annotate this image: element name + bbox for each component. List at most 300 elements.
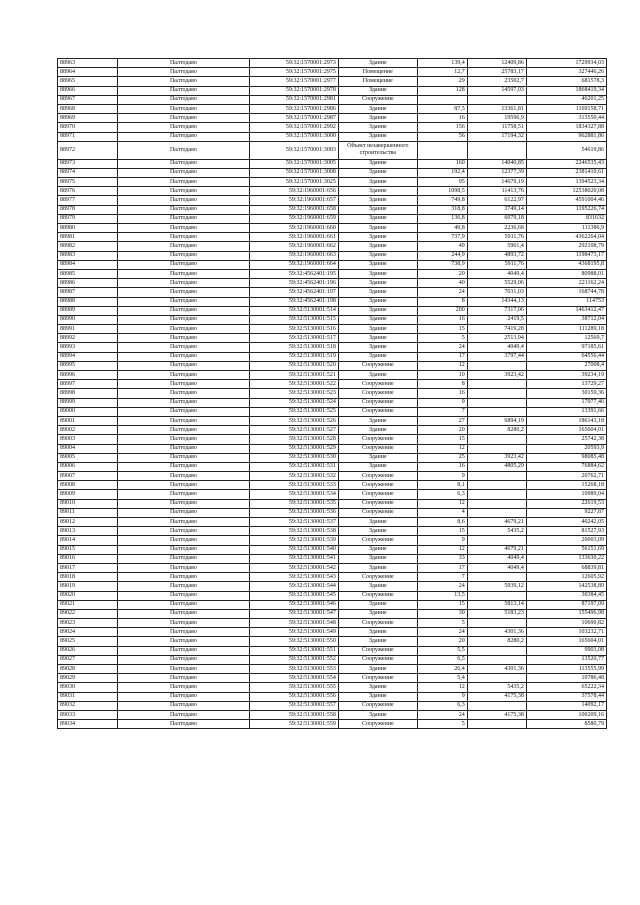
table-row [58,86,607,95]
row-number-cell: 88989 [58,306,118,315]
row-number-cell: 88988 [58,297,118,306]
cadastral-number-cell: 59:32:1960001:663 [249,251,338,260]
unit-value-cell [467,720,526,729]
area-cell: 200 [417,306,467,315]
cadastral-number-cell: 59:32:1960001:660 [249,224,338,233]
object-type-cell: Здание [338,628,417,637]
municipality-cell: Палтодаво [118,518,249,527]
area-cell: 7 [417,573,467,582]
cadastral-number-cell: 59:32:5130001:541 [249,554,338,563]
municipality-cell: Палтодаво [118,508,249,517]
row-number-cell: 89014 [58,536,118,545]
row-number-cell: 89031 [58,692,118,701]
cadastral-value-cell: 37578,44 [526,692,606,701]
area-cell: 7 [417,407,467,416]
object-type-cell: Здание [338,205,417,214]
row-number-cell: 89028 [58,665,118,674]
table-row [58,710,607,719]
cadastral-value-cell: 962881,86 [526,132,606,141]
municipality-cell: Палтодаво [118,389,249,398]
row-number-cell: 88973 [58,159,118,168]
cadastral-number-cell: 59:32:1960001:658 [249,205,338,214]
object-type-cell: Сооружение [338,407,417,416]
area-cell: 6,5 [417,655,467,664]
area-cell: 8 [417,297,467,306]
cadastral-value-cell: 56151,69 [526,545,606,554]
row-number-cell: 88970 [58,123,118,132]
unit-value-cell [467,499,526,508]
object-type-cell: Сооружение [338,701,417,710]
unit-value-cell: 5911,76 [467,233,526,242]
cadastral-number-cell: 59:32:5130001:522 [249,380,338,389]
object-type-cell: Здание [338,269,417,278]
cadastral-number-cell: 59:32:5130001:523 [249,389,338,398]
cadastral-value-cell: 4368195,8 [526,260,606,269]
object-type-cell: Здание [338,554,417,563]
cadastral-number-cell: 59:32:5130001:557 [249,701,338,710]
row-number-cell: 88994 [58,352,118,361]
row-number-cell: 89033 [58,710,118,719]
row-number-cell: 88964 [58,68,118,77]
cadastral-number-cell: 59:32:5130001:539 [249,536,338,545]
municipality-cell: Палтодаво [118,260,249,269]
table-row [58,637,607,646]
cadastral-number-cell: 59:32:5130001:545 [249,591,338,600]
cadastral-value-cell: 30159,36 [526,389,606,398]
unit-value-cell: 3923,42 [467,453,526,462]
cadastral-number-cell: 59:32:5130001:540 [249,545,338,554]
cadastral-value-cell: 12605,92 [526,573,606,582]
municipality-cell: Палтодаво [118,159,249,168]
table-row [58,205,607,214]
cadastral-value-cell: 1729934,03 [526,59,606,68]
object-type-cell: Помещение [338,68,417,77]
table-row [58,214,607,223]
area-cell: 16 [417,389,467,398]
row-number-cell: 89027 [58,655,118,664]
cadastral-value-cell: 4591004,46 [526,196,606,205]
table-row [58,59,607,68]
area-cell: 15 [417,435,467,444]
table-row [58,123,607,132]
municipality-cell: Палтодаво [118,563,249,572]
unit-value-cell: 8280,2 [467,637,526,646]
table-row [58,720,607,729]
object-type-cell: Сооружение [338,361,417,370]
object-type-cell: Здание [338,251,417,260]
cadastral-value-cell: 831632 [526,214,606,223]
cadastral-number-cell: 59:32:5130001:514 [249,306,338,315]
object-type-cell: Сооружение [338,389,417,398]
cadastral-number-cell: 59:32:5130001:544 [249,582,338,591]
municipality-cell: Палтодаво [118,269,249,278]
unit-value-cell: 5961,4 [467,242,526,251]
object-type-cell: Здание [338,637,417,646]
area-cell: 6,3 [417,701,467,710]
area-cell: 9 [417,692,467,701]
object-type-cell: Здание [338,600,417,609]
municipality-cell: Палтодаво [118,187,249,196]
object-type-cell: Здание [338,86,417,95]
municipality-cell: Палтодаво [118,646,249,655]
cadastral-number-cell: 59:32:5130001:537 [249,518,338,527]
row-number-cell: 89015 [58,545,118,554]
unit-value-cell: 4301,36 [467,665,526,674]
area-cell: 24 [417,288,467,297]
municipality-cell: Палтодаво [118,104,249,113]
municipality-cell: Палтодаво [118,214,249,223]
table-row [58,132,607,141]
unit-value-cell: 23502,7 [467,77,526,86]
object-type-cell: Здание [338,315,417,324]
area-cell: 9 [417,536,467,545]
cadastral-value-cell: 13520,77 [526,655,606,664]
unit-value-cell: 4893,72 [467,251,526,260]
municipality-cell: Палтодаво [118,306,249,315]
municipality-cell: Палтодаво [118,178,249,187]
unit-value-cell [467,444,526,453]
municipality-cell: Палтодаво [118,233,249,242]
cadastral-value-cell: 155496,98 [526,609,606,618]
row-number-cell: 88977 [58,196,118,205]
cadastral-value-cell: 25742,38 [526,435,606,444]
unit-value-cell: 5911,76 [467,260,526,269]
object-type-cell: Здание [338,692,417,701]
row-number-cell: 88995 [58,361,118,370]
row-number-cell: 88993 [58,343,118,352]
table-row [58,168,607,177]
cadastral-number-cell: 59:32:5130001:547 [249,609,338,618]
unit-value-cell: 14597,03 [467,86,526,95]
area-cell: 20 [417,426,467,435]
table-row [58,288,607,297]
row-number-cell: 88999 [58,398,118,407]
unit-value-cell [467,655,526,664]
area-cell: 20 [417,637,467,646]
object-type-cell: Сооружение [338,490,417,499]
cadastral-value-cell: 114753 [526,297,606,306]
object-type-cell: Сооружение [338,674,417,683]
object-type-cell: Здание [338,343,417,352]
row-number-cell: 88967 [58,95,118,104]
cadastral-value-cell: 81527,93 [526,527,606,536]
object-type-cell: Здание [338,582,417,591]
area-cell: 49 [417,242,467,251]
object-type-cell: Сооружение [338,499,417,508]
cadastral-value-cell: 65222,34 [526,683,606,692]
municipality-cell: Палтодаво [118,490,249,499]
row-number-cell: 89012 [58,518,118,527]
cadastral-number-cell: 59:32:5130001:553 [249,665,338,674]
table-row [58,306,607,315]
table-row [58,609,607,618]
unit-value-cell [467,389,526,398]
table-row [58,141,607,159]
cadastral-number-cell: 59:32:5130001:534 [249,490,338,499]
municipality-cell: Палтодаво [118,325,249,334]
row-number-cell: 88966 [58,86,118,95]
area-cell: 136,8 [417,214,467,223]
cadastral-number-cell: 59:32:1570001:3003 [249,141,338,159]
object-type-cell: Здание [338,563,417,572]
area-cell: 12,7 [417,68,467,77]
area-cell: 16 [417,114,467,123]
municipality-cell: Палтодаво [118,628,249,637]
area-cell: 9 [417,398,467,407]
area-cell: 139,4 [417,59,467,68]
cadastral-value-cell: 13729,27 [526,380,606,389]
cadastral-number-cell: 59:32:1570001:2987 [249,114,338,123]
cadastral-value-cell: 168744,78 [526,288,606,297]
object-type-cell: Сооружение [338,508,417,517]
municipality-cell: Палтодаво [118,59,249,68]
table-row [58,269,607,278]
area-cell: 5,5 [417,646,467,655]
row-number-cell: 89026 [58,646,118,655]
unit-value-cell [467,380,526,389]
object-type-cell: Сооружение [338,435,417,444]
area-cell: 738,9 [417,260,467,269]
area-cell: 12 [417,444,467,453]
unit-value-cell: 14040,85 [467,159,526,168]
cadastral-number-cell: 59:32:4562401:196 [249,279,338,288]
area-cell: 10 [417,371,467,380]
table-row [58,435,607,444]
municipality-cell: Палтодаво [118,701,249,710]
municipality-cell: Палтодаво [118,141,249,159]
row-number-cell: 88990 [58,315,118,324]
table-row [58,260,607,269]
cadastral-number-cell: 59:32:4562401:195 [249,269,338,278]
table-row [58,508,607,517]
cadastral-value-cell: 2246535,43 [526,159,606,168]
cadastral-number-cell: 59:32:5130001:538 [249,527,338,536]
table-row [58,554,607,563]
cadastral-value-cell: 40242,05 [526,518,606,527]
area-cell: 24 [417,710,467,719]
area-cell: 12 [417,499,467,508]
cadastral-value-cell: 30384,45 [526,591,606,600]
row-number-cell: 88968 [58,104,118,113]
cadastral-number-cell: 59:32:5130001:515 [249,315,338,324]
object-type-cell: Здание [338,196,417,205]
municipality-cell: Палтодаво [118,123,249,132]
cadastral-value-cell: 80988,01 [526,269,606,278]
table-row [58,407,607,416]
cadastral-value-cell: 20762,71 [526,472,606,481]
area-cell: 128 [417,86,467,95]
cadastral-number-cell: 59:32:5130001:552 [249,655,338,664]
cadastral-number-cell: 59:32:5130001:524 [249,398,338,407]
unit-value-cell: 4049,4 [467,554,526,563]
municipality-cell: Палтодаво [118,600,249,609]
cadastral-number-cell: 59:32:5130001:520 [249,361,338,370]
unit-value-cell: 14679,19 [467,178,526,187]
area-cell: 749,8 [417,196,467,205]
area-cell: 8,1 [417,481,467,490]
row-number-cell: 88998 [58,389,118,398]
area-cell: 40 [417,279,467,288]
row-number-cell: 89025 [58,637,118,646]
table-row [58,159,607,168]
area-cell: 5 [417,334,467,343]
area-cell: 49,8 [417,224,467,233]
municipality-cell: Палтодаво [118,371,249,380]
table-row [58,472,607,481]
table-row [58,343,607,352]
municipality-cell: Палтодаво [118,573,249,582]
municipality-cell: Палтодаво [118,86,249,95]
cadastral-value-cell: 103232,71 [526,628,606,637]
area-cell: 12 [417,361,467,370]
municipality-cell: Палтодаво [118,674,249,683]
municipality-cell: Палтодаво [118,554,249,563]
unit-value-cell: 7031,03 [467,288,526,297]
row-number-cell: 88985 [58,269,118,278]
municipality-cell: Палтодаво [118,68,249,77]
unit-value-cell [467,95,526,104]
cadastral-number-cell: 59:32:1570001:3008 [249,168,338,177]
object-type-cell: Здание [338,416,417,425]
unit-value-cell [467,407,526,416]
area-cell: 15 [417,600,467,609]
row-number-cell: 89004 [58,444,118,453]
table-row [58,77,607,86]
row-number-cell: 88996 [58,371,118,380]
area-cell: 13,5 [417,591,467,600]
object-type-cell: Сооружение [338,573,417,582]
municipality-cell: Палтодаво [118,343,249,352]
row-number-cell: 89022 [58,609,118,618]
object-type-cell: Сооружение [338,619,417,628]
cadastral-value-cell: 22619,53 [526,499,606,508]
municipality-cell: Палтодаво [118,720,249,729]
table-row [58,251,607,260]
municipality-cell: Палтодаво [118,361,249,370]
table-row [58,536,607,545]
area-cell [417,141,467,159]
municipality-cell: Палтодаво [118,224,249,233]
cadastral-number-cell: 59:32:1570001:2973 [249,59,338,68]
unit-value-cell: 11413,76 [467,187,526,196]
table-row [58,628,607,637]
cadastral-number-cell: 59:32:5130001:518 [249,343,338,352]
cadastral-value-cell: 9903,08 [526,646,606,655]
cadastral-value-cell: 10989,04 [526,490,606,499]
row-number-cell: 88971 [58,132,118,141]
cadastral-value-cell: 1463412,47 [526,306,606,315]
area-cell: 17 [417,563,467,572]
row-number-cell: 89032 [58,701,118,710]
area-cell: 95 [417,178,467,187]
area-cell: 15 [417,527,467,536]
table-row [58,398,607,407]
cadastral-number-cell: 59:32:5130001:546 [249,600,338,609]
cadastral-number-cell: 59:32:1570001:3000 [249,132,338,141]
row-number-cell: 89006 [58,462,118,471]
object-type-cell: Сооружение [338,646,417,655]
cadastral-number-cell: 59:32:5130001:521 [249,371,338,380]
municipality-cell: Палтодаво [118,334,249,343]
object-type-cell: Сооружение [338,398,417,407]
object-type-cell: Сооружение [338,444,417,453]
cadastral-number-cell: 59:32:5130001:526 [249,416,338,425]
cadastral-value-cell: 111289,18 [526,325,606,334]
cadastral-value-cell: 2381410,61 [526,168,606,177]
object-type-cell: Сооружение [338,536,417,545]
object-type-cell: Сооружение [338,720,417,729]
object-type-cell: Здание [338,527,417,536]
cadastral-number-cell: 59:32:5130001:550 [249,637,338,646]
table-row [58,334,607,343]
unit-value-cell [467,701,526,710]
object-type-cell: Объект незавершенного строительства [338,141,417,159]
table-row [58,692,607,701]
unit-value-cell: 6894,19 [467,416,526,425]
municipality-cell: Палтодаво [118,242,249,251]
unit-value-cell: 4301,36 [467,628,526,637]
cadastral-value-cell: 1198473,17 [526,251,606,260]
cadastral-value-cell: 4362264,04 [526,233,606,242]
cadastral-value-cell: 1868419,34 [526,86,606,95]
cadastral-number-cell: 59:32:5130001:535 [249,499,338,508]
unit-value-cell: 4679,21 [467,518,526,527]
municipality-cell: Палтодаво [118,692,249,701]
object-type-cell: Здание [338,710,417,719]
municipality-cell: Палтодаво [118,710,249,719]
object-type-cell: Здание [338,426,417,435]
cadastral-value-cell: 292108,79 [526,242,606,251]
cadastral-number-cell: 59:32:1960001:656 [249,187,338,196]
object-type-cell: Здание [338,462,417,471]
object-type-cell: Сооружение [338,95,417,104]
cadastral-value-cell: 87197,09 [526,600,606,609]
municipality-cell: Палтодаво [118,380,249,389]
area-cell: 5 [417,619,467,628]
cadastral-value-cell: 165604,01 [526,426,606,435]
row-number-cell: 89013 [58,527,118,536]
row-number-cell: 89018 [58,573,118,582]
cadastral-value-cell: 186143,18 [526,416,606,425]
cadastral-value-cell: 54619,86 [526,141,606,159]
cadastral-number-cell: 59:32:5130001:543 [249,573,338,582]
area-cell: 24 [417,343,467,352]
cadastral-number-cell: 59:32:5130001:527 [249,426,338,435]
unit-value-cell: 5183,23 [467,609,526,618]
cadastral-value-cell: 221162,24 [526,279,606,288]
row-number-cell: 89024 [58,628,118,637]
municipality-cell: Палтодаво [118,352,249,361]
row-number-cell: 89019 [58,582,118,591]
municipality-cell: Палтодаво [118,132,249,141]
unit-value-cell: 3749,14 [467,205,526,214]
cadastral-number-cell: 59:32:5130001:559 [249,720,338,729]
row-number-cell: 88983 [58,251,118,260]
table-row [58,242,607,251]
cadastral-value-cell: 10786,48 [526,674,606,683]
municipality-cell: Палтодаво [118,251,249,260]
cadastral-number-cell: 59:32:1960001:659 [249,214,338,223]
table-row [58,371,607,380]
unit-value-cell: 12409,86 [467,59,526,68]
row-number-cell: 89023 [58,619,118,628]
table-row [58,361,607,370]
object-type-cell: Здание [338,297,417,306]
unit-value-cell [467,481,526,490]
table-row [58,297,607,306]
unit-value-cell: 5939,12 [467,582,526,591]
registry-table [57,58,607,729]
